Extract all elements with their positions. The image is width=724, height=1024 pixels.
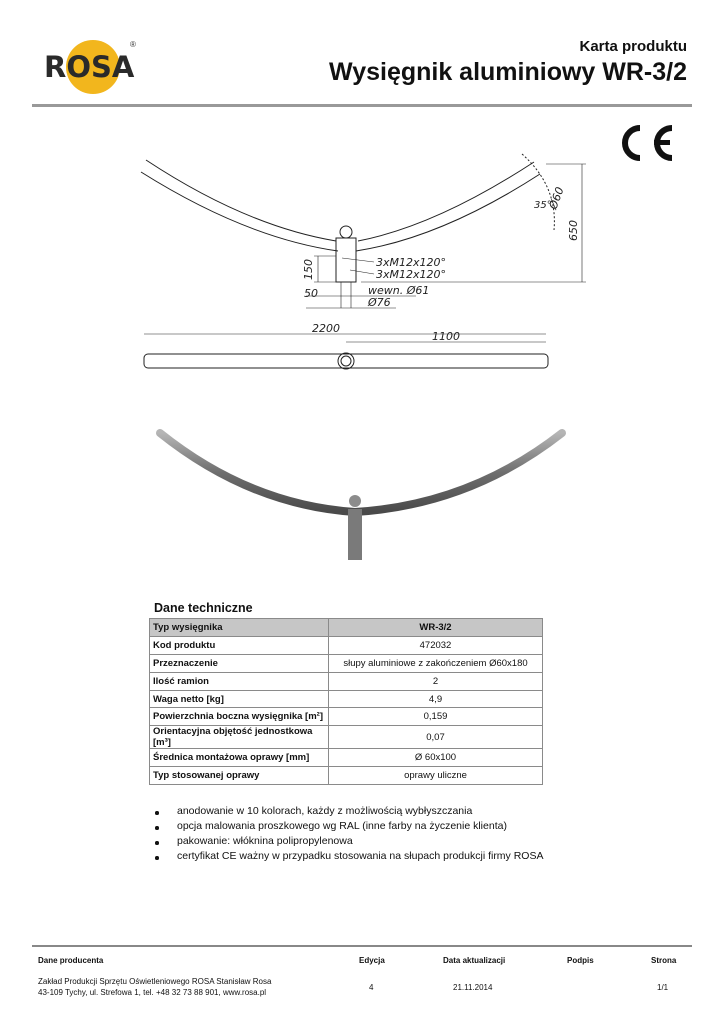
spec-value: Ø 60x100 (329, 749, 543, 767)
spec-label: Orientacyjna objętość jednostkowa [m³] (150, 726, 329, 749)
technical-drawing (136, 146, 596, 376)
producer-heading: Dane producenta (38, 956, 104, 965)
spec-value: 4,9 (329, 690, 543, 708)
table-row (150, 726, 543, 749)
spec-value: 2 (329, 672, 543, 690)
spec-label: Waga netto [kg] (150, 690, 329, 708)
bolts-label-2: 3xM12x120° (376, 268, 447, 281)
spec-label: Kod produktu (150, 636, 329, 654)
spec-value: 472032 (329, 636, 543, 654)
inner-diameter: wewn. Ø61 (368, 284, 430, 297)
spec-label: Powierzchnia boczna wysięgnika [m²] (150, 708, 329, 726)
product-render (150, 425, 570, 560)
notes-list (150, 804, 543, 864)
dim-1100: 1100 (432, 330, 460, 343)
spec-label: Typ wysięgnika (150, 619, 329, 637)
producer-address: 43-109 Tychy, ul. Strefowa 1, tel. +48 32 73 88 901, www.rosa.pl (38, 988, 267, 997)
company-logo: ROSA (44, 50, 135, 84)
dim-35: 35° (534, 200, 552, 211)
list-item: anodowanie w 10 kolorach, każdy z możliwością wybłyszczania (150, 804, 543, 819)
dim-50: 50 (304, 287, 318, 300)
spec-value: 0,07 (329, 726, 543, 749)
list-item: opcja malowania proszkowego wg RAL (inne farby na życzenie klienta) (150, 819, 543, 834)
dim-2200: 2200 (312, 322, 340, 335)
edition-heading: Edycja (359, 956, 385, 965)
edition-value: 4 (369, 983, 374, 992)
header-divider (32, 104, 692, 107)
list-item: pakowanie: włóknina polipropylenowa (150, 834, 543, 849)
page-value: 1/1 (657, 983, 669, 992)
producer-name: Zakład Produkcji Sprzętu Oświetleniowego ROSA Stanisław Rosa (38, 977, 272, 986)
outer-diameter: Ø76 (368, 296, 391, 309)
table-row (150, 619, 543, 637)
table-row (150, 636, 543, 654)
dim-60: Ø60 (546, 185, 567, 212)
document-type: Karta produktu (579, 38, 687, 55)
spec-label: Ilość ramion (150, 672, 329, 690)
registered-mark: ® (130, 40, 136, 49)
footer-divider (32, 945, 692, 947)
spec-label: Przeznaczenie (150, 654, 329, 672)
spec-value: słupy aluminiowe z zakończeniem Ø60x180 (329, 654, 543, 672)
spec-value: WR-3/2 (329, 619, 543, 637)
ce-mark-icon (612, 120, 678, 166)
specs-title: Dane techniczne (154, 601, 253, 615)
spec-label: Średnica montażowa oprawy [mm] (150, 749, 329, 767)
spec-value: 0,159 (329, 708, 543, 726)
dim-150: 150 (302, 259, 315, 280)
page-heading: Strona (651, 956, 677, 965)
list-item: certyfikat CE ważny w przypadku stosowania na słupach produkcji firmy ROSA (150, 849, 543, 864)
table-row (150, 690, 543, 708)
updated-value: 21.11.2014 (453, 983, 493, 992)
spec-label: Typ stosowanej oprawy (150, 767, 329, 785)
signature-heading: Podpis (567, 956, 594, 965)
table-row (150, 672, 543, 690)
table-row (150, 708, 543, 726)
page-title: Wysięgnik aluminiowy WR-3/2 (329, 58, 687, 86)
table-row (150, 654, 543, 672)
specs-table (149, 618, 543, 785)
table-row (150, 767, 543, 785)
dim-650: 650 (567, 220, 580, 241)
updated-heading: Data aktualizacji (443, 956, 506, 965)
spec-value: oprawy uliczne (329, 767, 543, 785)
bolts-label-1: 3xM12x120° (376, 256, 447, 269)
table-row (150, 749, 543, 767)
